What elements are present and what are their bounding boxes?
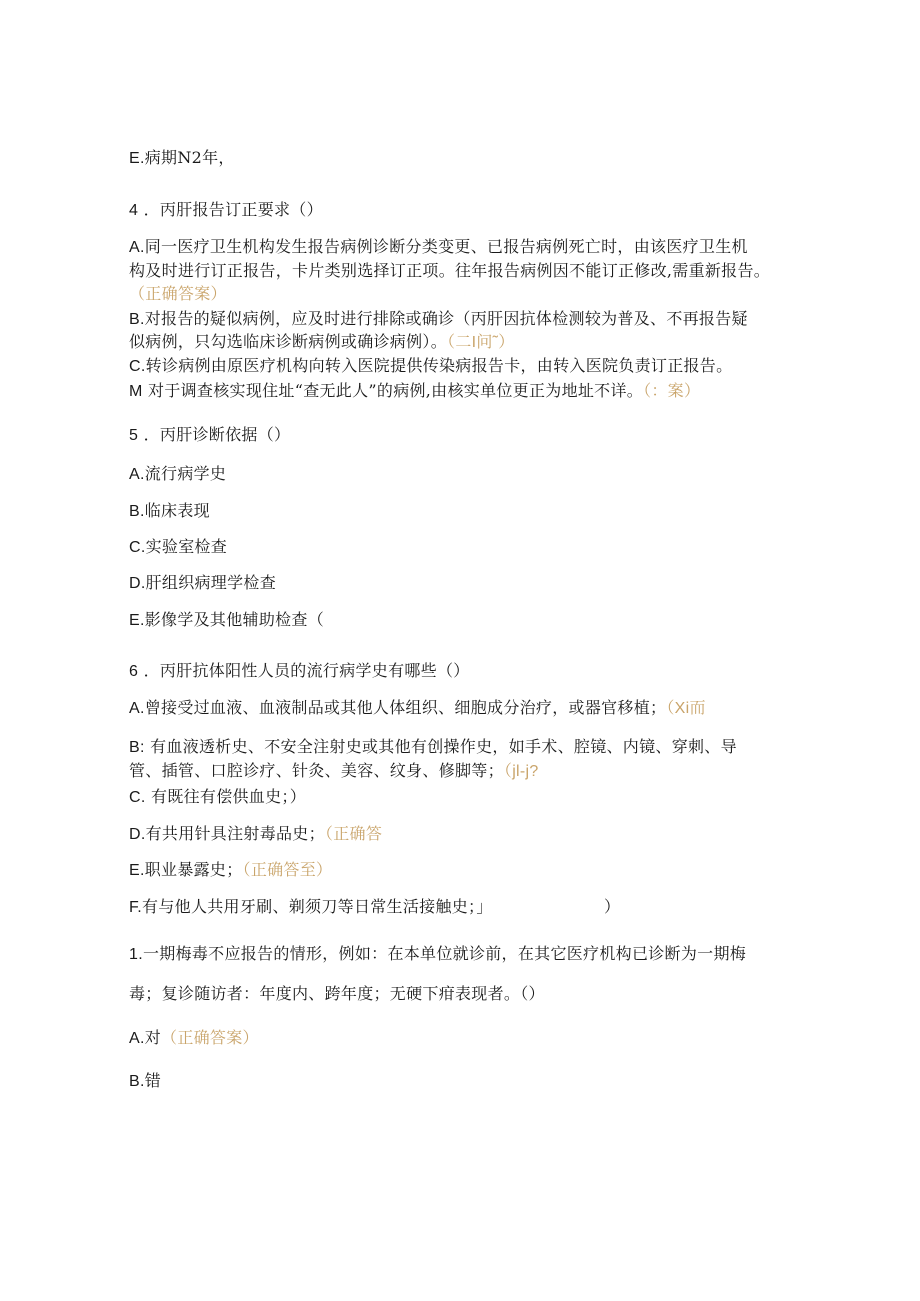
option-label: E. — [129, 862, 145, 879]
option-label: D. — [129, 826, 146, 843]
q6-option-b-line2 — [129, 761, 539, 782]
option-text: 曾接受过血液、血液制品或其他人体组织、细胞成分治疗，或器官移植； — [144, 698, 667, 717]
option-e-prev — [129, 148, 235, 169]
question-number: 4 — [129, 202, 139, 219]
option-label: C. — [129, 539, 146, 556]
q6-option-c — [129, 787, 306, 808]
question-text: ．丙肝诊断依据（） — [143, 425, 291, 444]
option-label: E. — [129, 150, 145, 167]
option-text: 构及时进行订正报告，卡片类别选择订正项。往年报告病例因不能订正修改,需重新报告。 — [129, 261, 771, 280]
option-text: 对于调查核实现住址“查无此人”的病例,由核实单位更正为地址不详。 — [148, 381, 644, 400]
correct-answer-mark: （正确答至） — [242, 862, 333, 879]
correct-answer-mark: （jl-j? — [503, 763, 539, 780]
q4-option-b-line1 — [129, 309, 748, 330]
option-text: 流行病学史 — [144, 464, 227, 483]
q4-option-d — [129, 381, 700, 402]
question-number: 5 — [129, 427, 139, 444]
question-1-line2 — [129, 984, 545, 1004]
option-text: 临床表现 — [144, 501, 210, 520]
q6-option-e — [129, 860, 332, 881]
option-text: 同一医疗卫生机构发生报告病例诊断分类变更、已报告病例死亡时，由该医疗卫生机 — [144, 237, 748, 256]
q6-option-a — [129, 698, 706, 719]
option-text: 对报告的疑似病例，应及时进行排除或确诊（丙肝因抗体检测较为普及、不再报告疑 — [144, 309, 748, 328]
option-label: A. — [129, 466, 145, 483]
q4-option-a-line2 — [129, 261, 770, 281]
question-text: 一期梅毒不应报告的情形，例如：在本单位就诊前，在其它医疗机构已诊断为一期梅 — [142, 944, 747, 963]
q4-option-a-line1 — [129, 237, 748, 258]
option-text: 病期N2年， — [144, 148, 235, 167]
correct-answer-mark: （：案） — [643, 383, 701, 400]
question-text: ．丙肝抗体阳性人员的流行病学史有哪些（） — [143, 661, 470, 680]
option-label: B. — [129, 1073, 145, 1090]
option-text: 似病例，只勾选临床诊断病例或确诊病例）。 — [129, 332, 448, 351]
option-text: 职业暴露史； — [144, 860, 243, 879]
correct-answer-mark: （正确答案） — [161, 1030, 259, 1047]
option-label: D. — [129, 575, 146, 592]
question-number: 6 — [129, 663, 139, 680]
option-text: 对 — [144, 1028, 162, 1047]
q5-option-d — [129, 573, 276, 594]
q1-option-a — [129, 1028, 259, 1049]
q4-option-c — [129, 356, 732, 377]
option-label: B: — [129, 739, 145, 756]
option-text: 有既往有偿供血史；） — [151, 787, 307, 806]
option-label: F. — [129, 899, 143, 916]
correct-answer-mark: （二I问˜） — [447, 334, 515, 351]
question-text: ．丙肝报告订正要求（） — [143, 200, 323, 219]
option-text: 管、插管、口腔诊疗、针灸、美容、纹身、修脚等； — [129, 761, 504, 780]
correct-answer-mark: （正确答案） — [129, 286, 227, 303]
question-4 — [129, 200, 323, 221]
q4-option-a-line3 — [129, 284, 227, 305]
option-text: 肝组织病理学检查 — [145, 573, 277, 592]
option-label: A. — [129, 1030, 145, 1047]
question-5 — [129, 425, 290, 446]
option-label: E. — [129, 612, 145, 629]
q5-option-e — [129, 610, 324, 631]
question-6 — [129, 661, 470, 682]
correct-answer-mark: （正确答 — [324, 826, 383, 843]
option-text: 错 — [144, 1071, 162, 1090]
question-number: 1. — [129, 946, 143, 963]
option-text: 有与他人共用牙刷、剃须刀等日常生活接触史；」 — [142, 897, 493, 916]
q1-option-b — [129, 1071, 161, 1092]
q6-option-f-tail — [604, 897, 620, 917]
option-label: B. — [129, 503, 145, 520]
option-label: A. — [129, 239, 145, 256]
q4-option-b-line2 — [129, 332, 515, 353]
closing-paren: ） — [604, 897, 621, 916]
question-text: 毒；复诊随访者：年度内、跨年度；无硬下疳表现者。（） — [129, 984, 545, 1003]
option-label: C. — [129, 789, 146, 806]
q6-option-f — [129, 897, 493, 918]
q6-option-b-line1 — [129, 737, 737, 758]
q5-option-a — [129, 464, 226, 485]
option-text: 影像学及其他辅助检查（ — [144, 610, 325, 629]
option-label: A. — [129, 700, 145, 717]
option-text: 有血液透析史、不安全注射史或其他有创操作史，如手术、腔镜、内镜、穿刺、导 — [150, 737, 737, 756]
option-label: C. — [129, 358, 146, 375]
correct-answer-mark: （Xi而 — [666, 700, 706, 717]
option-text: 有共用针具注射毒品史； — [145, 824, 325, 843]
option-text: 实验室检查 — [145, 537, 228, 556]
q5-option-b — [129, 501, 210, 522]
q5-option-c — [129, 537, 227, 558]
option-text: 转诊病例由原医疗机构向转入医院提供传染病报告卡，由转入医院负责订正报告。 — [145, 356, 733, 375]
q6-option-d — [129, 824, 382, 845]
option-label: B. — [129, 311, 145, 328]
option-label: M — [129, 383, 143, 400]
question-1-line1 — [129, 944, 746, 965]
